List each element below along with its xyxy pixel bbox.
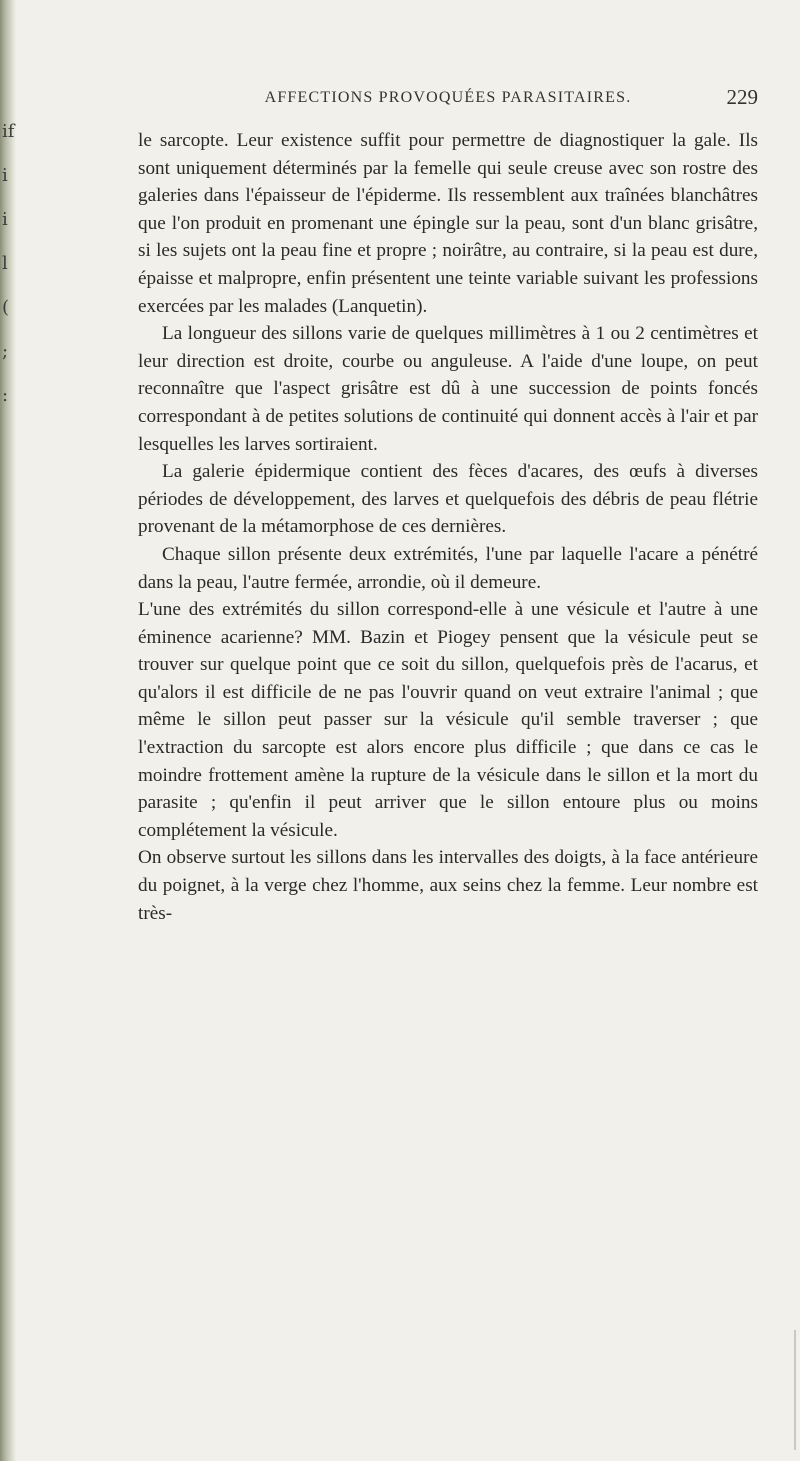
margin-fragment: ;	[2, 341, 9, 362]
body-text	[138, 127, 758, 927]
margin-fragments	[2, 110, 15, 418]
paragraph: L'une des extrémités du sillon correspond-elle à une vésicule et l'autre à une éminence acarienne? MM. Bazin et Piogey pensent que la vésicule peut se trouver sur quelque point que ce soit du sillon, quelquefois près de l'acarus, et qu'alors il est difficile de ne pas l'ouvrir quand on veut extraire l'animal ; que même le sillon peut passer sur la vésicule qu'il semble traverser ; que l'extraction du sarcopte est alors encore plus difficile ; que dans ce cas le moindre frottement amène la rupture de la vésicule dans le sillon et la mort du parasite ; qu'enfin il peut arriver que le sillon entoure plus ou moins complétement la vésicule.	[138, 599, 758, 841]
margin-fragment: i	[2, 209, 8, 230]
margin-fragment: (	[2, 297, 10, 318]
page-number: 229	[726, 85, 758, 109]
margin-fragment: if	[2, 121, 15, 142]
margin-fragment: l	[2, 253, 8, 274]
page-edge-mark	[794, 1330, 796, 1450]
page-header	[138, 85, 758, 121]
paragraph: On observe surtout les sillons dans les intervalles des doigts, à la face antérieure du poignet, à la verge chez l'homme, aux seins chez la femme. Leur nombre est très-	[138, 847, 758, 924]
margin-fragment: i	[2, 165, 8, 186]
paragraph: le sarcopte. Leur existence suffit pour permettre de diagnostiquer la gale. Ils sont uniquement déterminés par la femelle qui seule creuse avec son rostre des galeries dans l'épaisseur de l'épiderme. Ils ressemblent aux traînées blanchâtres que l'on produit en promenant une épingle sur la peau, sont d'un blanc grisâtre, si les sujets ont la peau fine et propre ; noirâtre, au contraire, si la peau est dure, épaisse et malpropre, enfin présentent une teinte variable suivant les professions exercées par les malades (Lanquetin).	[138, 130, 758, 317]
paragraph: Chaque sillon présente deux extrémités, l'une par laquelle l'acare a pénétré dans la peau, l'autre fermée, arrondie, où il demeure.	[138, 543, 758, 593]
running-title: AFFECTIONS PROVOQUÉES PARASITAIRES.	[264, 89, 632, 106]
margin-fragment: :	[2, 385, 9, 406]
paragraph: La longueur des sillons varie de quelques millimètres à 1 ou 2 centimètres et leur direction est droite, courbe ou anguleuse. A l'aide d'une loupe, on peut reconnaître que l'aspect grisâtre est dû à une succession de points foncés correspondant à de petites solutions de continuité qui donnent accès à l'air et par lesquelles les larves sortiraient.	[138, 323, 758, 455]
book-page	[138, 85, 758, 927]
paragraph: La galerie épidermique contient des fèces d'acares, des œufs à diverses périodes de développement, des larves et quelquefois des débris de peau flétrie provenant de la métamorphose de ces dernières.	[138, 461, 758, 538]
